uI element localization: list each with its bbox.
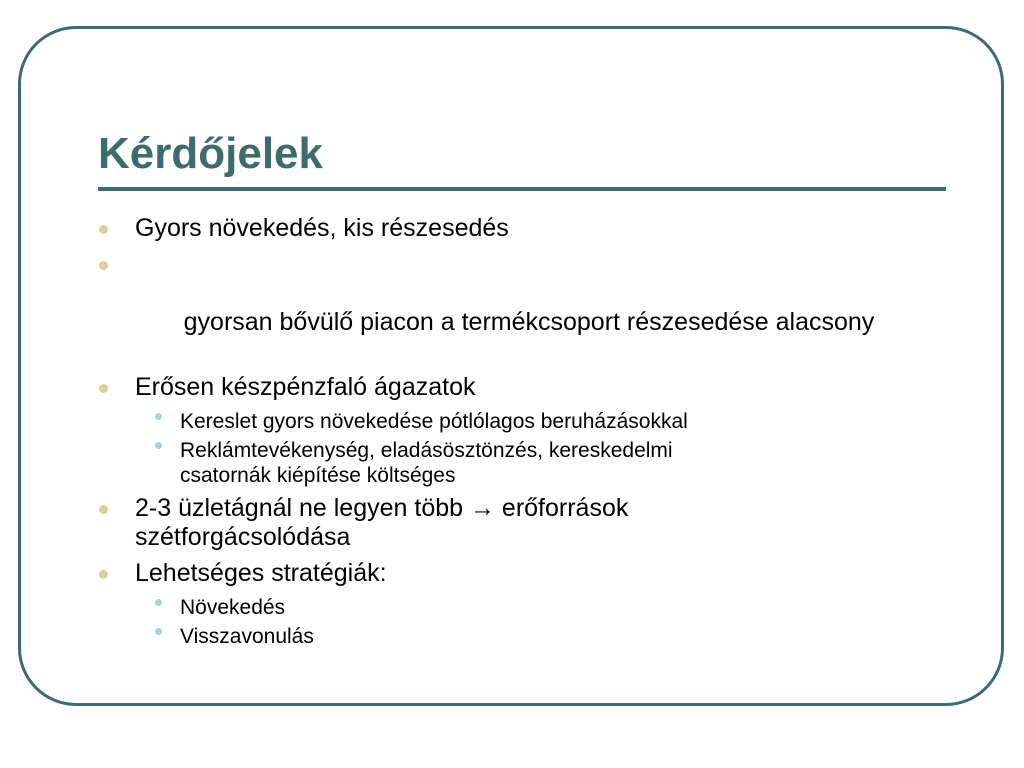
sub-bullet-dot-icon bbox=[155, 442, 162, 449]
sub-bullet-text: Reklámtevékenység, eladásösztönzés, kereskedelmi csatornák kiépítése költséges bbox=[180, 439, 673, 487]
sub-bullet-text: Kereslet gyors növekedése pótlólagos beruházásokkal bbox=[180, 410, 688, 433]
bullet-dot-icon bbox=[99, 505, 108, 514]
bullet-text: 2-3 üzletágnál ne legyen több → erőforrások szétforgácsolódása bbox=[135, 494, 629, 551]
bullet-item bbox=[98, 559, 918, 588]
sub-bullet-item bbox=[98, 595, 918, 620]
bullet-item bbox=[98, 250, 918, 366]
bullet-text: Lehetséges stratégiák: bbox=[135, 559, 387, 587]
bullet-item bbox=[98, 373, 918, 402]
bullet-dot-icon bbox=[99, 261, 108, 270]
bullet-dot-icon bbox=[99, 225, 108, 234]
sub-bullet-dot-icon bbox=[155, 599, 162, 606]
sub-bullet-dot-icon bbox=[155, 413, 162, 420]
bullet-text: Erősen készpénzfaló ágazatok bbox=[135, 373, 476, 401]
sub-bullet-text: Növekedés bbox=[180, 596, 286, 619]
bullet-item bbox=[98, 494, 918, 552]
sub-bullet-item bbox=[98, 438, 918, 488]
slide-title: Kérdőjelek bbox=[98, 129, 323, 178]
sub-bullet-item bbox=[98, 624, 918, 649]
bullet-item bbox=[98, 214, 918, 243]
bullet-text: gyorsan bővülő piacon a termékcsoport részesedése alacsony bbox=[176, 308, 875, 336]
sub-bullet-text: Visszavonulás bbox=[180, 625, 314, 648]
bullet-dot-icon bbox=[99, 570, 108, 579]
bullet-text: Gyors növekedés, kis részesedés bbox=[135, 214, 509, 242]
bullet-dot-icon bbox=[99, 384, 108, 393]
title-underline bbox=[98, 187, 946, 191]
sub-bullet-item bbox=[98, 409, 918, 434]
sub-bullet-dot-icon bbox=[155, 628, 162, 635]
bullet-list bbox=[98, 214, 918, 655]
